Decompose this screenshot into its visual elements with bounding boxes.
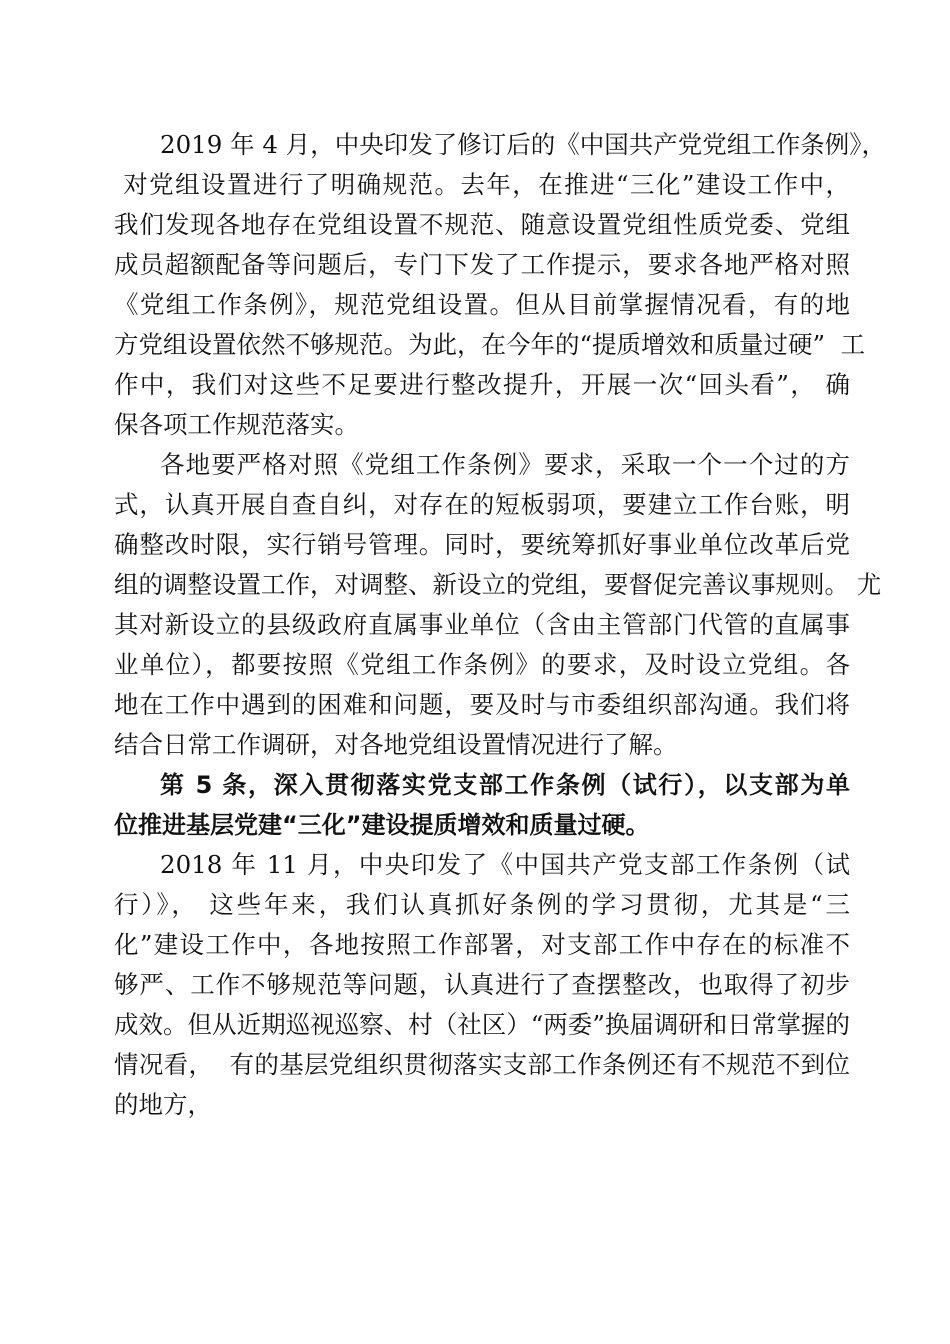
paragraph-3-line-5: 成效。但从近期巡视巡察、村（社区）“两委”换届调研和日常掌握的 <box>114 1010 850 1039</box>
paragraph-3-line-6: 情况看， 有的基层党组织贯彻落实支部工作条例还有不规范不到位 <box>114 1050 850 1079</box>
paragraph-1-line-7: 作中，我们对这些不足要进行整改提升，开展一次“回头看”， 确 <box>114 370 850 399</box>
paragraph-2-line-2: 式，认真开展自查自纠，对存在的短板弱项，要建立工作台账，明 <box>114 490 850 519</box>
paragraph-1-line-2: 对党组设置进行了明确规范。去年，在推进“三化”建设工作中， <box>114 170 850 199</box>
paragraph-2-line-1: 各地要严格对照《党组工作条例》要求，采取一个一个过的方 <box>160 450 850 479</box>
paragraph-2-line-5: 其对新设立的县级政府直属事业单位（含由主管部门代管的直属事 <box>114 610 850 639</box>
paragraph-1-line-8: 保各项工作规范落实。 <box>114 410 359 439</box>
paragraph-2-line-3: 确整改时限，实行销号管理。同时，要统筹抓好事业单位改革后党 <box>114 530 850 559</box>
paragraph-1-line-5: 《党组工作条例》，规范党组设置。但从目前掌握情况看，有的地 <box>114 290 850 319</box>
article-heading-line-1: 第 5 条，深入贯彻落实党支部工作条例（试行），以支部为单 <box>160 771 850 799</box>
paragraph-3-line-3: 化”建设工作中，各地按照工作部署，对支部工作中存在的标准不 <box>114 930 850 959</box>
paragraph-1-line-4: 成员超额配备等问题后，专门下发了工作提示，要求各地严格对照 <box>114 250 850 279</box>
paragraph-1-line-6: 方党组设置依然不够规范。为此，在今年的“提质增效和质量过硬” 工 <box>114 330 866 359</box>
paragraph-3-line-1: 2018 年 11 月，中央印发了《中国共产党支部工作条例（试 <box>160 850 850 879</box>
paragraph-3-line-7: 的地方， <box>114 1090 212 1119</box>
paragraph-3-line-2: 行）》， 这些年来，我们认真抓好条例的学习贯彻，尤其是“三 <box>114 890 850 919</box>
paragraph-2-line-4: 组的调整设置工作，对调整、新设立的党组，要督促完善议事规则。 尤 <box>114 570 882 599</box>
paragraph-3-line-4: 够严、工作不够规范等问题，认真进行了查摆整改，也取得了初步 <box>114 970 850 999</box>
paragraph-1-line-3: 我们发现各地存在党组设置不规范、随意设置党组性质党委、党组 <box>114 210 850 239</box>
paragraph-2-line-8: 结合日常工作调研，对各地党组设置情况进行了解。 <box>114 730 678 759</box>
paragraph-1-line-1: 2019 年 4 月，中央印发了修订后的《中国共产党党组工作条例》， <box>160 130 887 159</box>
article-heading-line-2: 位推进基层党建“三化”建设提质增效和质量过硬。 <box>114 811 650 839</box>
paragraph-2-line-7: 地在工作中遇到的困难和问题，要及时与市委组织部沟通。我们将 <box>114 690 850 719</box>
paragraph-2-line-6: 业单位），都要按照《党组工作条例》的要求，及时设立党组。各 <box>114 650 850 679</box>
